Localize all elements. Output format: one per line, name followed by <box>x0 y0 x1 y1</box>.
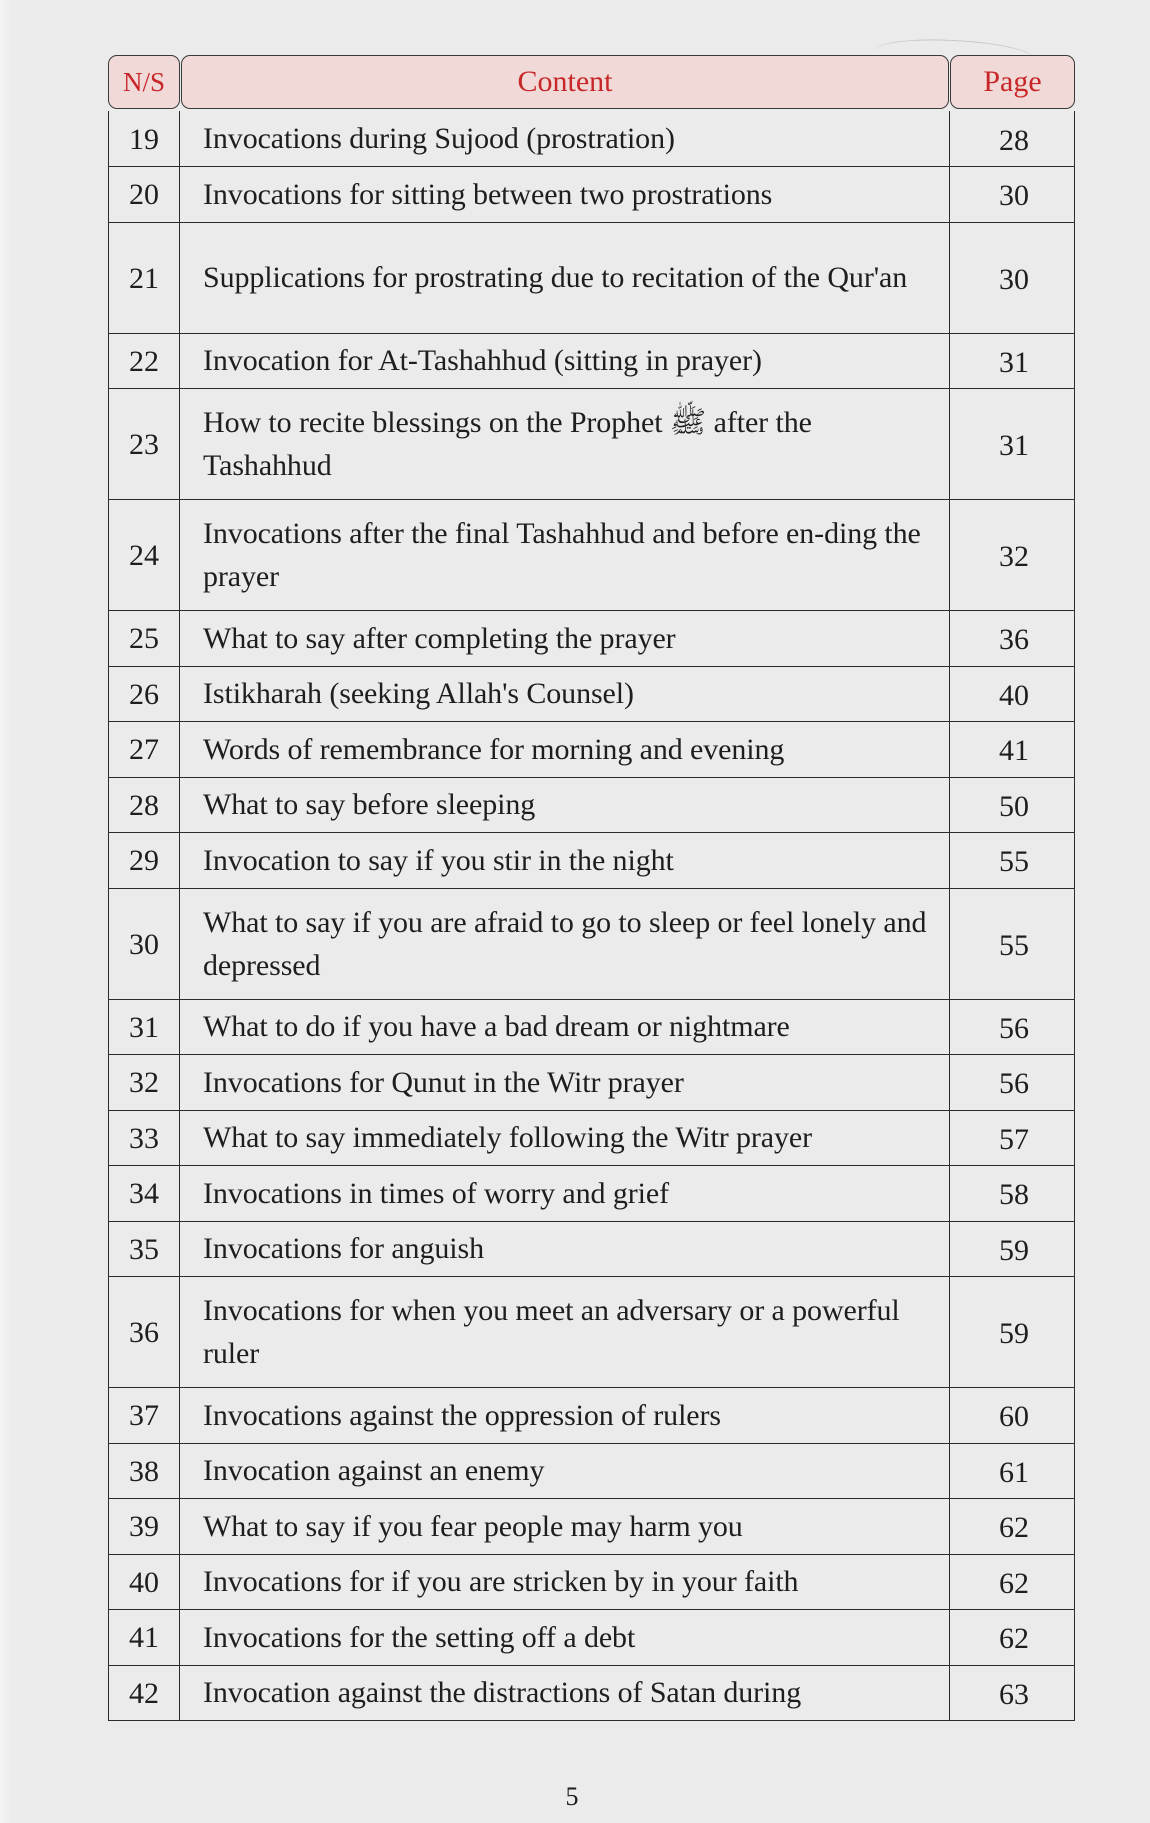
row-title[interactable] <box>180 167 950 222</box>
row-page: 30 <box>999 179 1029 213</box>
header-content: Content <box>181 55 949 109</box>
row-title[interactable] <box>180 223 950 333</box>
table-row[interactable] <box>109 1665 1074 1721</box>
row-title[interactable] <box>180 1277 950 1387</box>
row-number: 20 <box>109 167 180 222</box>
row-number: 24 <box>109 500 180 610</box>
row-number: 28 <box>109 778 180 833</box>
row-title-text: Invocations for anguish <box>203 1232 484 1266</box>
table-row[interactable] <box>109 1165 1074 1221</box>
row-title-text: Invocations for sitting between two prostrations <box>203 177 773 211</box>
row-title-text: Invocations for if you are stricken by in your faith <box>203 1565 799 1599</box>
row-page: 59 <box>999 1233 1029 1267</box>
row-number: 32 <box>109 1055 180 1110</box>
row-number: 19 <box>109 111 180 166</box>
row-page: 59 <box>999 1317 1029 1350</box>
row-title[interactable] <box>180 1499 950 1554</box>
table-row[interactable] <box>109 1110 1074 1166</box>
row-title-text: What to do if you have a bad dream or nightmare <box>203 1010 790 1044</box>
row-title-text: What to say before sleeping <box>203 788 536 822</box>
row-title-text: Supplications for prostrating due to recitation of the Qur'an <box>203 261 908 294</box>
table-header <box>108 55 1075 111</box>
row-number: 42 <box>109 1666 180 1721</box>
row-number: 40 <box>109 1555 180 1610</box>
row-title-text: Invocations after the final Tashahhud and before en-ding the prayer <box>203 517 921 593</box>
row-page: 28 <box>999 123 1029 157</box>
page-number-text: 5 <box>565 1782 579 1811</box>
row-page: 62 <box>999 1511 1029 1545</box>
row-title-text: Invocations for when you meet an adversary or a powerful ruler <box>203 1294 900 1370</box>
table-row[interactable] <box>109 1498 1074 1554</box>
row-title-text: What to say if you fear people may harm you <box>203 1509 743 1543</box>
row-number: 22 <box>109 334 180 389</box>
row-title-text: What to say after completing the prayer <box>203 621 676 655</box>
page-edge-shadow <box>0 0 12 1823</box>
row-number: 30 <box>109 889 180 999</box>
row-page: 56 <box>999 1011 1029 1045</box>
row-page: 61 <box>999 1455 1029 1489</box>
row-number: 41 <box>109 1610 180 1665</box>
table-body <box>108 111 1075 1721</box>
table-row[interactable] <box>109 666 1074 722</box>
table-row[interactable] <box>109 1276 1074 1387</box>
row-title-text: What to say if you are afraid to go to sleep or feel lonely and depressed <box>203 905 927 982</box>
row-number: 39 <box>109 1499 180 1554</box>
row-title[interactable] <box>180 334 950 389</box>
row-page: 32 <box>999 540 1029 573</box>
row-title[interactable] <box>180 500 950 610</box>
row-number: 36 <box>109 1277 180 1387</box>
table-row[interactable] <box>109 1609 1074 1665</box>
row-page: 50 <box>999 789 1029 823</box>
row-page: 62 <box>999 1566 1029 1600</box>
table-row[interactable] <box>109 888 1074 999</box>
table-row[interactable] <box>109 1387 1074 1443</box>
row-title[interactable] <box>180 667 950 722</box>
row-title[interactable] <box>180 1388 950 1443</box>
row-number: 25 <box>109 611 180 666</box>
row-title-text: Invocations for Qunut in the Witr prayer <box>203 1065 684 1099</box>
table-of-contents <box>108 55 1075 1721</box>
row-page: 55 <box>999 845 1029 879</box>
row-title-text: Invocation for At-Tashahhud (sitting in prayer) <box>203 344 762 378</box>
row-title[interactable] <box>180 1166 950 1221</box>
row-title[interactable] <box>180 722 950 777</box>
table-row[interactable] <box>109 610 1074 666</box>
row-number: 21 <box>109 223 180 333</box>
row-title[interactable] <box>180 833 950 888</box>
row-title[interactable] <box>180 1444 950 1499</box>
row-number: 38 <box>109 1444 180 1499</box>
table-row[interactable] <box>109 721 1074 777</box>
row-title-text: What to say immediately following the Witr prayer <box>203 1121 813 1155</box>
row-number: 23 <box>109 389 180 499</box>
row-page: 55 <box>999 928 1029 962</box>
row-title[interactable] <box>180 1111 950 1166</box>
row-title-text: Words of remembrance for morning and evening <box>203 732 785 766</box>
row-title-text: Invocations against the oppression of rulers <box>203 1398 721 1432</box>
row-title[interactable] <box>180 611 950 666</box>
table-row[interactable] <box>109 1443 1074 1499</box>
row-title[interactable] <box>180 778 950 833</box>
header-ns: N/S <box>108 55 180 109</box>
row-page: 41 <box>999 734 1029 768</box>
row-title[interactable] <box>180 889 950 999</box>
row-title[interactable] <box>180 1555 950 1610</box>
row-page: 40 <box>999 678 1029 712</box>
table-row[interactable] <box>109 1054 1074 1110</box>
table-row[interactable] <box>109 777 1074 833</box>
table-row[interactable] <box>109 222 1074 333</box>
header-page: Page <box>950 55 1075 109</box>
table-row[interactable] <box>109 166 1074 222</box>
row-page: 63 <box>999 1677 1029 1711</box>
row-title-text: Istikharah (seeking Allah's Counsel) <box>203 677 634 711</box>
row-title[interactable] <box>180 1000 950 1055</box>
row-number: 35 <box>109 1222 180 1277</box>
table-row[interactable] <box>109 1221 1074 1277</box>
row-number: 37 <box>109 1388 180 1443</box>
row-title-text: Invocation against an enemy <box>203 1454 545 1488</box>
row-number: 29 <box>109 833 180 888</box>
row-title-text: Invocation against the distractions of Satan during <box>203 1676 802 1710</box>
row-title[interactable] <box>180 1055 950 1110</box>
row-title-text: Invocations in times of worry and grief <box>203 1176 669 1210</box>
row-page: 31 <box>999 345 1029 379</box>
row-page: 60 <box>999 1400 1029 1434</box>
row-title-text: How to recite blessings on the Prophet ﷺ after the Tashahhud <box>203 406 812 482</box>
table-row[interactable] <box>109 111 1074 166</box>
row-title[interactable] <box>180 111 950 166</box>
table-row[interactable] <box>109 1554 1074 1610</box>
row-number: 31 <box>109 1000 180 1055</box>
row-number: 33 <box>109 1111 180 1166</box>
page-number <box>0 1782 1150 1812</box>
row-number: 26 <box>109 667 180 722</box>
row-page: 31 <box>999 429 1029 462</box>
row-page: 62 <box>999 1622 1029 1656</box>
row-page: 30 <box>999 262 1029 296</box>
table-row[interactable] <box>109 999 1074 1055</box>
row-title-text: Invocations during Sujood (prostration) <box>203 122 675 155</box>
row-title-text: Invocation to say if you stir in the night <box>203 843 674 877</box>
row-title-text: Invocations for the setting off a debt <box>203 1620 636 1654</box>
row-number: 34 <box>109 1166 180 1221</box>
row-title[interactable] <box>180 389 950 499</box>
row-page: 58 <box>999 1178 1029 1212</box>
row-title[interactable] <box>180 1610 950 1665</box>
row-page: 57 <box>999 1122 1029 1156</box>
table-row[interactable] <box>109 832 1074 888</box>
row-title[interactable] <box>180 1666 950 1721</box>
row-title[interactable] <box>180 1222 950 1277</box>
row-page: 36 <box>999 623 1029 657</box>
table-row[interactable] <box>109 333 1074 389</box>
table-row[interactable] <box>109 499 1074 610</box>
row-page: 56 <box>999 1067 1029 1101</box>
row-number: 27 <box>109 722 180 777</box>
table-row[interactable] <box>109 388 1074 499</box>
